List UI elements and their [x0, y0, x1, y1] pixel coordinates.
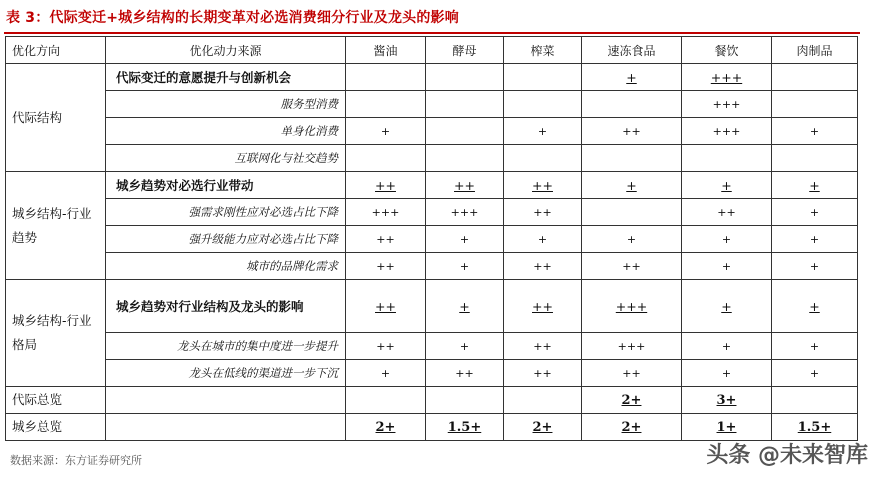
impact-cell [504, 172, 582, 199]
driver-label: 强升级能力应对必选占比下降 [106, 226, 346, 253]
impact-cell [772, 199, 858, 226]
driver-label: 服务型消费 [106, 91, 346, 118]
summary-label: 代际总览 [6, 387, 106, 414]
impact-value: + [626, 177, 637, 193]
impact-value: + [721, 298, 732, 314]
impact-cell [772, 118, 858, 145]
impact-cell [426, 145, 504, 172]
impact-cell [346, 360, 426, 387]
impact-cell [504, 91, 582, 118]
impact-cell [426, 118, 504, 145]
impact-cell [682, 360, 772, 387]
impact-cell [772, 226, 858, 253]
impact-value: ++ [622, 125, 641, 138]
impact-value: + [809, 298, 820, 314]
impact-cell [504, 64, 582, 91]
impact-cell [772, 280, 858, 333]
impact-value: + [459, 233, 470, 246]
summary-value: 2+ [532, 419, 553, 435]
impact-cell [504, 333, 582, 360]
summary-value: 1.5+ [447, 419, 482, 435]
summary-value: 2+ [621, 392, 642, 408]
col-header: 优化动力来源 [106, 37, 346, 64]
summary-cell [346, 387, 426, 414]
watermark: 头条 @未来智库 [706, 443, 868, 468]
driver-label: 城乡趋势对行业结构及龙头的影响 [106, 280, 346, 333]
impact-cell [582, 253, 682, 280]
impact-cell [772, 333, 858, 360]
impact-value: +++ [712, 125, 741, 138]
impact-cell [426, 91, 504, 118]
impact-value: ++ [533, 206, 552, 219]
impact-value: + [626, 233, 637, 246]
impact-cell [426, 360, 504, 387]
impact-value: + [537, 233, 548, 246]
impact-cell [504, 145, 582, 172]
table-row [6, 226, 858, 253]
impact-value: ++ [455, 367, 474, 380]
summary-empty [106, 414, 346, 441]
impact-cell [426, 64, 504, 91]
table-row [6, 253, 858, 280]
col-header: 酱油 [346, 37, 426, 64]
impact-value: ++ [376, 260, 395, 273]
impact-cell [504, 360, 582, 387]
impact-value: + [809, 340, 820, 353]
impact-cell [346, 199, 426, 226]
impact-cell [346, 64, 426, 91]
impact-value: + [380, 125, 391, 138]
impact-value: + [809, 206, 820, 219]
impact-value: + [459, 340, 470, 353]
driver-label: 强需求刚性应对必选占比下降 [106, 199, 346, 226]
impact-value: ++ [717, 206, 736, 219]
col-header: 酵母 [426, 37, 504, 64]
impact-cell [582, 172, 682, 199]
impact-cell [504, 118, 582, 145]
impact-value: +++ [712, 98, 741, 111]
table-row [6, 91, 858, 118]
impact-value: +++ [371, 206, 400, 219]
summary-row [6, 387, 858, 414]
summary-cell [426, 414, 504, 441]
driver-label: 城市的品牌化需求 [106, 253, 346, 280]
impact-cell [426, 333, 504, 360]
summary-empty [106, 387, 346, 414]
impact-cell [346, 333, 426, 360]
impact-cell [504, 253, 582, 280]
impact-value: + [809, 125, 820, 138]
impact-value: ++ [532, 298, 553, 314]
impact-cell [346, 91, 426, 118]
impact-cell [346, 253, 426, 280]
impact-value: + [809, 260, 820, 273]
impact-cell [582, 91, 682, 118]
impact-cell [426, 280, 504, 333]
impact-cell [682, 91, 772, 118]
impact-value: +++ [710, 69, 743, 85]
table-row [6, 172, 858, 199]
impact-cell [426, 199, 504, 226]
impact-cell [582, 145, 682, 172]
impact-cell [504, 280, 582, 333]
driver-label: 代际变迁的意愿提升与创新机会 [106, 64, 346, 91]
summary-value: 2+ [621, 419, 642, 435]
impact-cell [426, 226, 504, 253]
impact-value: ++ [532, 177, 553, 193]
col-header: 榨菜 [504, 37, 582, 64]
col-header: 餐饮 [682, 37, 772, 64]
impact-value: ++ [622, 367, 641, 380]
impact-cell [346, 172, 426, 199]
table-header-row [6, 37, 858, 64]
summary-cell [504, 387, 582, 414]
impact-value: +++ [615, 298, 648, 314]
impact-cell [582, 226, 682, 253]
group-label: 城乡结构-行业格局 [6, 280, 106, 387]
summary-label: 城乡总览 [6, 414, 106, 441]
summary-value: 3+ [716, 392, 737, 408]
impact-value: + [721, 340, 732, 353]
impact-cell [682, 172, 772, 199]
impact-cell [682, 145, 772, 172]
summary-row [6, 414, 858, 441]
group-label: 代际结构 [6, 64, 106, 172]
impact-value: + [380, 367, 391, 380]
impact-cell [582, 64, 682, 91]
impact-value: + [809, 177, 820, 193]
summary-cell [582, 414, 682, 441]
impact-value: + [809, 233, 820, 246]
impact-cell [346, 280, 426, 333]
summary-value: 1.5+ [797, 419, 832, 435]
summary-cell [504, 414, 582, 441]
impact-cell [582, 333, 682, 360]
table-title: 表 3：代际变迁+城乡结构的长期变革对必选消费细分行业及龙头的影响 [6, 10, 459, 26]
impact-cell [772, 172, 858, 199]
impact-table [5, 36, 858, 441]
driver-label: 单身化消费 [106, 118, 346, 145]
impact-value: ++ [533, 340, 552, 353]
summary-cell [772, 387, 858, 414]
impact-value: + [721, 260, 732, 273]
table-row [6, 145, 858, 172]
col-header: 优化方向 [6, 37, 106, 64]
impact-cell [772, 253, 858, 280]
impact-cell [682, 280, 772, 333]
driver-label: 龙头在城市的集中度进一步提升 [106, 333, 346, 360]
impact-cell [582, 118, 682, 145]
impact-cell [346, 226, 426, 253]
impact-value: ++ [375, 298, 396, 314]
table-row [6, 360, 858, 387]
impact-cell [346, 118, 426, 145]
group-label: 城乡结构-行业趋势 [6, 172, 106, 280]
impact-cell [504, 199, 582, 226]
driver-label: 互联网化与社交趋势 [106, 145, 346, 172]
impact-cell [772, 91, 858, 118]
table-row [6, 199, 858, 226]
impact-cell [426, 253, 504, 280]
summary-value: 2+ [375, 419, 396, 435]
impact-value: + [626, 69, 637, 85]
impact-value: + [721, 233, 732, 246]
col-header: 速冻食品 [582, 37, 682, 64]
impact-cell [772, 145, 858, 172]
table-row [6, 333, 858, 360]
impact-cell [504, 226, 582, 253]
summary-cell [772, 414, 858, 441]
table-row [6, 118, 858, 145]
summary-value: 1+ [716, 419, 737, 435]
impact-cell [682, 118, 772, 145]
impact-cell [682, 199, 772, 226]
impact-value: + [809, 367, 820, 380]
impact-value: ++ [375, 177, 396, 193]
impact-cell [582, 199, 682, 226]
impact-value: + [537, 125, 548, 138]
title-rule [4, 32, 860, 34]
impact-cell [346, 145, 426, 172]
impact-cell [682, 226, 772, 253]
table-row [6, 64, 858, 91]
impact-value: +++ [450, 206, 479, 219]
impact-cell [772, 64, 858, 91]
impact-cell [682, 64, 772, 91]
impact-value: ++ [622, 260, 641, 273]
summary-cell [682, 414, 772, 441]
impact-cell [582, 360, 682, 387]
impact-cell [582, 280, 682, 333]
data-source: 数据来源：东方证券研究所 [10, 454, 142, 467]
impact-cell [772, 360, 858, 387]
impact-value: + [459, 298, 470, 314]
impact-value: + [459, 260, 470, 273]
impact-value: ++ [533, 367, 552, 380]
summary-cell [682, 387, 772, 414]
impact-value: + [721, 367, 732, 380]
impact-value: +++ [617, 340, 646, 353]
impact-cell [682, 333, 772, 360]
summary-cell [426, 387, 504, 414]
impact-value: ++ [533, 260, 552, 273]
impact-value: ++ [376, 340, 395, 353]
impact-cell [682, 253, 772, 280]
impact-cell [426, 172, 504, 199]
driver-label: 龙头在低线的渠道进一步下沉 [106, 360, 346, 387]
impact-value: ++ [454, 177, 475, 193]
impact-value: + [721, 177, 732, 193]
summary-cell [582, 387, 682, 414]
driver-label: 城乡趋势对必选行业带动 [106, 172, 346, 199]
impact-value: ++ [376, 233, 395, 246]
col-header: 肉制品 [772, 37, 858, 64]
summary-cell [346, 414, 426, 441]
table-row [6, 280, 858, 333]
